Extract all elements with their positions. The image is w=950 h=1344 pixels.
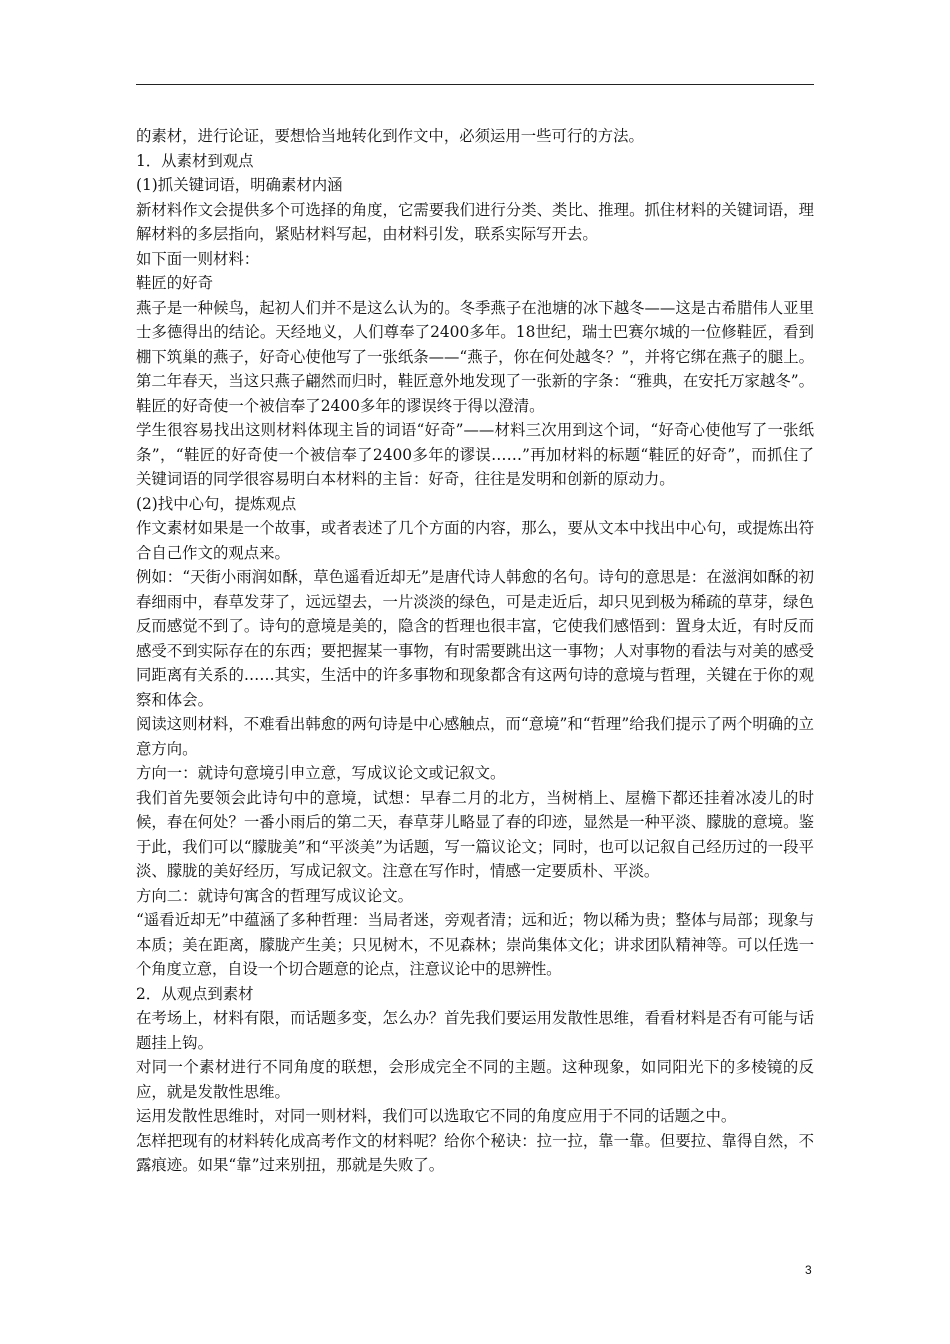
subsection-heading: (1)抓关键词语，明确素材内涵 [136,176,343,194]
paragraph: 的素材，进行论证，要想恰当地转化到作文中，必须运用一些可行的方法。 [136,127,644,145]
paragraph: 阅读这则材料，不难看出韩愈的两句诗是中心感触点，而“意境”和“哲理”给我们提示了两个明确的立意方向。 [136,715,814,758]
paragraph: “遥看近却无”中蕴涵了多种哲理：当局者迷，旁观者清；远和近；物以稀为贵；整体与局部；现象与本质；美在距离，朦胧产生美；只见树木，不见森林；崇尚集体文化；讲求团队精神等。可以任选一个角度立意，自设一个切合题意的论点，注意议论中的思辨性。 [136,911,814,978]
paragraph: 我们首先要领会此诗句中的意境，试想：早春二月的北方，当树梢上、屋檐下都还挂着冰凌儿的时候，春在何处？一番小雨后的第二天，春草芽儿略显了春的印迹，显然是一种平淡、朦胧的意境。鉴于此，我们可以“朦胧美”和“平淡美”为话题，写一篇议论文；同时，也可以记叙自己经历过的一段平淡、朦胧的美好经历，写成记叙文。注意在写作时，情感一定要质朴、平淡。 [136,788,814,880]
body-text [136,124,814,1178]
subsection-heading: (2)找中心句，提炼观点 [136,494,297,513]
paragraph: 学生很容易找出这则材料体现主旨的词语“好奇”——材料三次用到这个词，“好奇心使他写了一张纸条”，“鞋匠的好奇使一个被信奉了2400多年的谬误……”再加材料的标题“鞋匠的好奇”，而抓住了关键词语的同学很容易明白本材料的主旨：好奇，往往是发明和创新的原动力。 [136,421,814,488]
paragraph: 如下面一则材料： [136,249,260,268]
paragraph: 燕子是一种候鸟，起初人们并不是这么认为的。冬季燕子在池塘的冰下越冬——这是古希腊伟人亚里士多德得出的结论。天经地义，人们尊奉了2400多年。18世纪，瑞士巴赛尔城的一位修鞋匠，看到棚下筑巢的燕子，好奇心使他写了一张纸条——“燕子，你在何处越冬？”，并将它绑在燕子的腿上。第二年春天，当这只燕子翩然而归时，鞋匠意外地发现了一张新的字条：“雅典，在安托万家越冬”。鞋匠的好奇使一个被信奉了2400多年的谬误终于得以澄清。 [136,298,814,415]
paragraph: 运用发散性思维时，对同一则材料，我们可以选取它不同的角度应用于不同的话题之中。 [136,1107,737,1125]
paragraph: 在考场上，材料有限，而话题多变，怎么办？首先我们要运用发散性思维，看看材料是否有可能与话题挂上钩。 [136,1009,814,1052]
paragraph: 作文素材如果是一个故事，或者表述了几个方面的内容，那么，要从文本中找出中心句，或提炼出符合自己作文的观点来。 [136,519,814,562]
header-rule [136,84,814,85]
paragraph: 怎样把现有的材料转化成高考作文的材料呢？给你个秘诀：拉一拉，靠一靠。但要拉、靠得自然，不露痕迹。如果“靠”过来别扭，那就是失败了。 [136,1131,814,1174]
paragraph: 例如：“天街小雨润如酥，草色遥看近却无”是唐代诗人韩愈的名句。诗句的意思是：在滋润如酥的初春细雨中，春草发芽了，远远望去，一片淡淡的绿色，可是走近后，却只见到极为稀疏的草芽，绿色反而感觉不到了。诗句的意境是美的，隐含的哲理也很丰富，它使我们感悟到：置身太近，有时反而感受不到实际存在的东西；要把握某一事物，有时需要跳出这一事物；人对事物的看法与对美的感受同距离有关系的……其实，生活中的许多事物和现象都含有这两句诗的意境与哲理，关键在于你的观察和体会。 [136,568,814,709]
section-heading: 1．从素材到观点 [136,151,254,170]
material-title: 鞋匠的好奇 [136,274,213,292]
paragraph: 方向一：就诗句意境引申立意，写成议论文或记叙文。 [136,764,506,782]
section-heading: 2．从观点到素材 [136,984,254,1003]
paragraph: 对同一个素材进行不同角度的联想，会形成完全不同的主题。这种现象，如同阳光下的多棱镜的反应，就是发散性思维。 [136,1058,814,1101]
page-number: 3 [805,1263,812,1277]
paragraph: 方向二：就诗句寓含的哲理写成议论文。 [136,886,414,905]
paragraph: 新材料作文会提供多个可选择的角度，它需要我们进行分类、类比、推理。抓住材料的关键词语，理解材料的多层指向，紧贴材料写起，由材料引发，联系实际写开去。 [136,200,814,243]
